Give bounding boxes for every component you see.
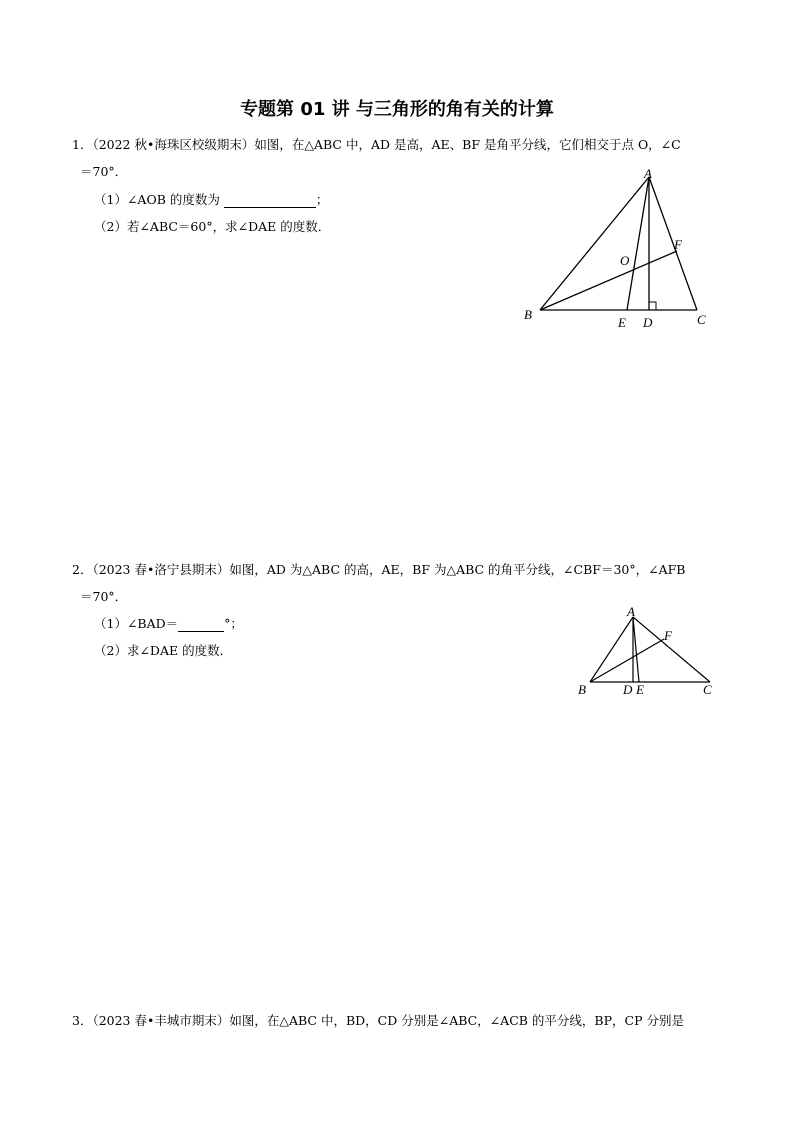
bisector-ae [627,177,649,310]
label-b: B [578,682,586,697]
problem-3-number: 3． [72,1013,93,1028]
problem-2-stem: （2023 春•洛宁县期末）如图，AD 为△ABC 的高，AE，BF 为△ABC 的角平分线，∠CBF＝30°，∠AFB [92,562,686,577]
bisector-ae [633,617,639,682]
problem-2-number: 2． [72,562,93,577]
label-b: B [524,307,532,322]
problem-1-part1-suffix: ； [315,192,329,207]
problem-1-stem: （2022 秋•海珠区校级期末）如图，在△ABC 中，AD 是高，AE、BF 是角平分线，它们相交于点 O，∠C [92,137,681,152]
side-ab [590,617,633,682]
problem-2-figure [575,600,725,700]
problem-2-part1-text: （1）∠BAD＝ [94,616,179,631]
problem-1-number: 1． [72,137,93,152]
label-o: O [620,253,630,268]
problem-2-part2: （2）求∠DAE 的度数． [94,643,233,658]
label-c: C [697,312,706,327]
label-e: E [636,682,644,697]
page-title: 专题第 01 讲 与三角形的角有关的计算 [240,99,554,120]
problem-1-part1-text: （1）∠AOB 的度数为 [94,192,220,207]
problem-3-stem: （2023 春•丰城市期末）如图，在△ABC 中，BD，CD 分别是∠ABC，∠ACB 的平分线，BP，CP 分别是 [92,1013,684,1028]
label-e: E [618,315,626,330]
problem-1-stem-line1 [72,137,681,153]
side-ac [633,617,710,682]
problem-2-stem-line1 [72,562,685,578]
side-ab [540,177,649,310]
bisector-bf [590,639,664,682]
right-angle-mark [649,302,656,310]
label-f: F [674,237,682,252]
label-a: A [627,604,635,619]
label-f: F [664,628,672,643]
problem-1-answer-blank[interactable] [224,195,316,208]
problem-3-stem-line1 [72,1013,684,1029]
problem-2-part1-suffix: °； [224,616,243,631]
problem-1-part2: （2）若∠ABC＝60°，求∠DAE 的度数． [94,219,331,234]
label-c: C [703,682,712,697]
label-d: D [623,682,633,697]
problem-1-part1 [94,192,328,208]
side-ac [649,177,697,310]
problem-2-answer-blank[interactable] [178,619,224,632]
label-a: A [644,166,652,181]
problem-1-figure [520,165,740,335]
label-d: D [643,315,653,330]
problem-2-stem-line2: ＝70°． [80,589,128,604]
problem-2-part1 [94,616,243,632]
bisector-bf [540,251,677,310]
problem-1-stem-line2: ＝70°． [80,164,128,179]
